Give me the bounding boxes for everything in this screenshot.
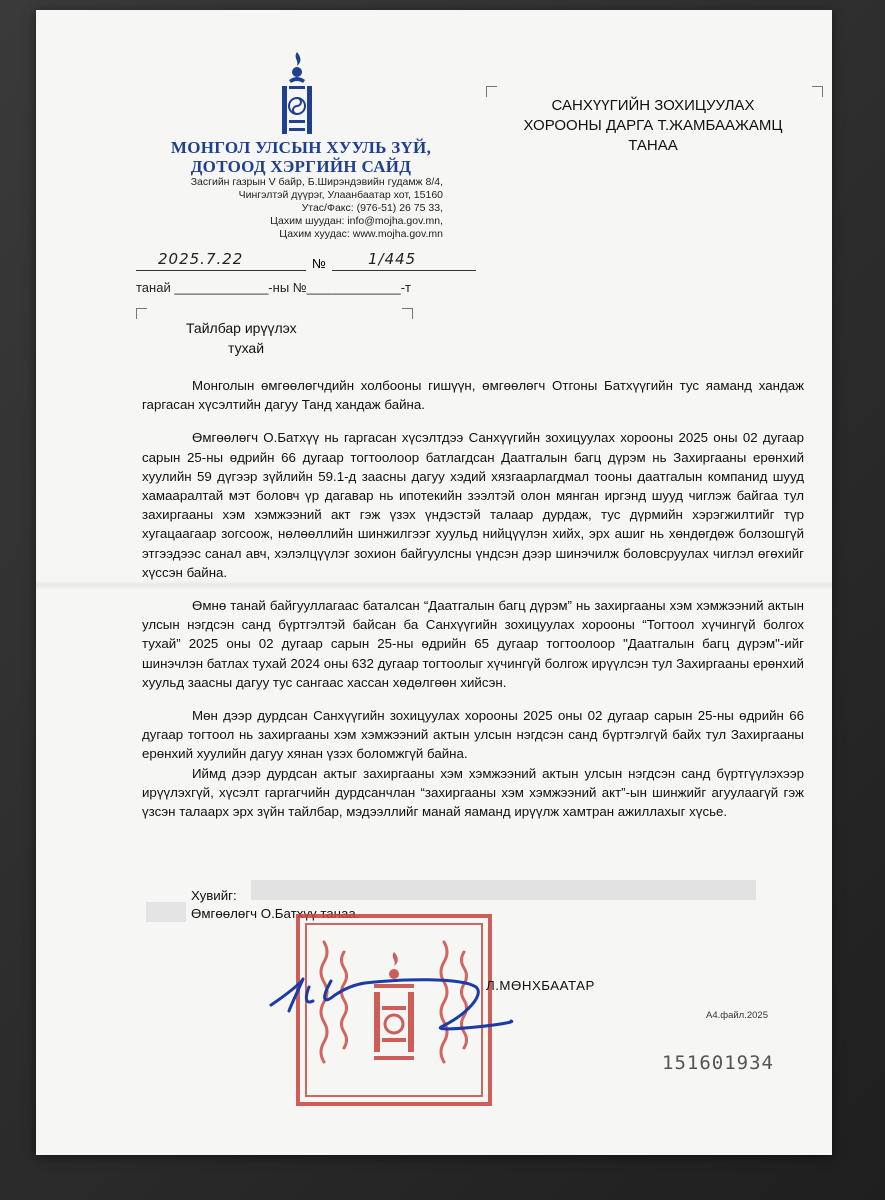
subject-heading <box>186 318 386 358</box>
recipient-line: ХОРООНЫ ДАРГА Т.ЖАМБААЖАМЦ <box>523 117 783 134</box>
file-code: А4.файл.2025 <box>706 1010 768 1021</box>
date-number-line <box>136 250 476 276</box>
number-label: № <box>312 256 326 271</box>
corner-mark-subject-l <box>136 308 147 319</box>
recipient-line: САНХҮҮГИЙН ЗОХИЦУУЛАХ <box>551 97 755 114</box>
body-paragraph: Өмгөөлөгч О.Батхүү нь гаргасан хүсэлтдээ Санхүүгийн зохицуулах хорооны 2025 оны 02 дугаар сарын 25-ны өдрийн 66 дугаар тогтоолоор батлагдсан Даатгалын багц дүрэм нь Захиргааны ерөнхий хуулийн 59 дүгээр зүйлийн 59.1-д заасны дагуу хэдий хязгаарлагдмал тооны даатгалын компанид шууд хамааралтай мэт боловч үр дагавар нь ипотекийн зээлтэй олон мянган иргэнд шууд чиглэж байгаа тул захиргааны хэм хэмжээний акт гэж үзэх үндэстэй талаар дурдаж, тус дүрмийн хэрэгжилтийг түр хугацаагаар зогсоож, нөлөөллийн шинжилгээг хуульд нийцүүлэн хийх, эрх ашиг нь хөндөгдөж болзошгүй этгээдээс санал авч, хэлэлцүүлэг зохион байгуулсны үндсэн дээр шинэчилж боловсруулах чиглэл өгөхийг хүссэн байна. <box>142 430 804 580</box>
address-line: Цахим хуудас: www.mojha.gov.mn <box>279 228 443 240</box>
address-line: Цахим шуудан: info@mojha.gov.mn, <box>270 215 443 227</box>
soyombo-emblem-icon <box>276 50 318 138</box>
handwritten-signature <box>261 965 521 1045</box>
cc-label: Хувийг: <box>191 888 237 903</box>
corner-mark-subject-r <box>402 308 413 319</box>
address-line: Засгийн газрын V байр, Б.Ширэндэвийн гудамж 8/4, <box>190 176 443 188</box>
handwritten-number: 1/445 <box>368 250 417 268</box>
body-paragraph: Мөн дээр дурдсан Санхүүгийн зохицуулах хорооны 2025 оны 02 дугаар сарын 25-ны өдрийн 66 дугаар тогтоол нь захиргааны хэм хэмжээний актын улсын нэгдсэн санд бүртгэлгүй байх тул Захиргааны ерөнхий хуулийн дагуу хянан үзэх боломжгүй байна. <box>142 708 804 762</box>
ministry-line-1: МОНГОЛ УЛСЫН ХУУЛЬ ЗҮЙ, <box>170 138 432 157</box>
address-line: Чингэлтэй дүүрэг, Улаанбаатар хот, 15160 <box>238 189 443 201</box>
recipient-block <box>488 96 818 156</box>
body-paragraph: Монголын өмгөөлөгчдийн холбооны гишүүн, өмгөөлөгч Отгоны Батхүүгийн тус яаманд хандаж гаргасан хүсэлтийн дагуу Танд хандаж байна. <box>142 378 804 413</box>
redaction-block <box>146 902 186 922</box>
handwritten-date: 2025.7.22 <box>158 250 244 268</box>
signer-name: Л.МӨНХБААТАР <box>486 978 595 993</box>
registration-number: 151601934 <box>662 1052 774 1074</box>
recipient-line: ТАНАА <box>628 137 678 154</box>
body-paragraph: Өмнө танай байгууллагаас баталсан “Даатгалын багц дүрэм” нь захиргааны хэм хэмжээний актын улсын нэгдсэн санд бүртгэлтэй байсан ба Санхүүгийн зохицуулах хорооны “Тогтоол хүчингүй болгох тухай” 2025 оны 02 дугаар сарын 25-ны өдрийн 65 дугаар тогтоолоор "Даатгалын багц дүрэм"-ийг шинэчлэн батлах тухай 2024 оны 632 дугаар тогтоолыг хүчингүй болгож ирүүлсэн тул Захиргааны ерөнхий хуульд заасны дагуу тус сангаас хассан хөдөлгөөн хийсэн. <box>142 598 804 690</box>
letter-body <box>142 376 804 835</box>
address-line: Утас/Факс: (976-51) 26 75 33, <box>301 202 443 214</box>
ministry-line-2: ДОТООД ХЭРГИЙН САЙД <box>190 157 412 176</box>
reference-line: танай _____________-ны №_____________-т <box>136 280 411 295</box>
ministry-name <box>151 138 451 176</box>
number-underline <box>332 270 476 271</box>
letter-page <box>36 10 832 1155</box>
cc-recipient: Өмгөөлөгч О.Батхүү танаа. <box>191 906 360 921</box>
subject-line: тухай <box>228 340 265 356</box>
ministry-address <box>151 176 451 241</box>
subject-line: Тайлбар ирүүлэх <box>186 320 297 336</box>
body-paragraph: Иймд дээр дурдсан актыг захиргааны хэм хэмжээний актын улсын нэгдсэн санд бүртгүүлэхээр ирүүлэхгүй, хүсэлт гаргагчийн дурдсанчлан “захиргааны хэм хэмжээний акт”-ын шинжийг агуулаагүй гэж үзсэн талаарх эрх зүйн тайлбар, мэдээллийг манай яаманд ирүүлж хамтран ажиллахыг хүсье. <box>142 765 804 820</box>
redaction-block <box>251 880 756 900</box>
date-underline <box>136 270 306 271</box>
